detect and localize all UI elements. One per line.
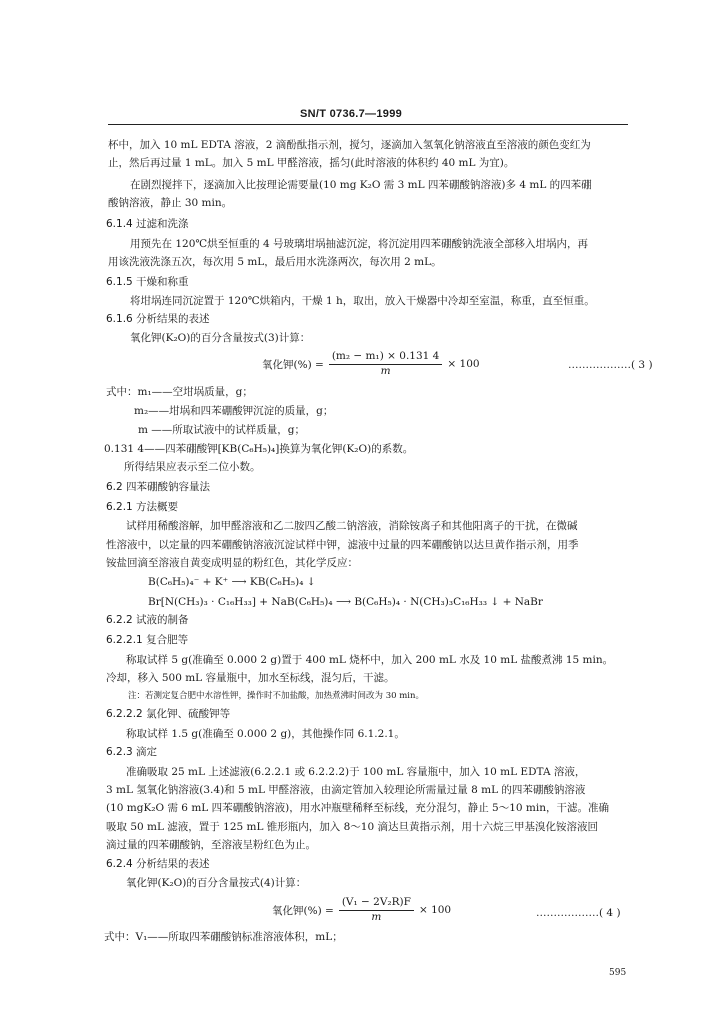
section-heading: 6.2 四苯硼酸钠容量法 — [106, 481, 211, 493]
equation-numerator: (m₂ − m₁) × 0.131 4 — [329, 350, 443, 365]
section-heading: 6.2.2.1 复合肥等 — [106, 634, 189, 646]
variable-definition: m ——所取试液中的试样质量，g； — [138, 424, 306, 436]
paragraph-line: 用预先在 120℃烘至恒重的 4 号玻璃坩埚抽滤沉淀，将沉淀用四苯硼酸钠洗液全部移入坩埚内，再 — [130, 238, 588, 250]
equation-3 — [262, 350, 480, 378]
variable-definition: 式中：m₁——空坩埚质量，g； — [106, 386, 253, 398]
equation-rhs: × 100 — [418, 904, 452, 916]
equation-denominator: m — [371, 911, 382, 923]
standard-number-header: SN/T 0736.7—1999 — [300, 108, 403, 120]
note: 注：若测定复合肥中水溶性钾，操作时不加盐酸，加热煮沸时间改为 30 min。 — [128, 691, 424, 701]
paragraph-line: 滴过量的四苯硼酸钠，至溶液呈粉红色为止。 — [106, 839, 316, 851]
paragraph-line: 用该洗液洗涤五次，每次用 5 mL，最后用水洗涤两次，每次用 2 mL。 — [108, 256, 442, 268]
paragraph-line: 在剧烈搅拌下，逐滴加入比按理论需要量(10 mg K₂O 需 3 mL 四苯硼酸钠溶液)多 4 mL 的四苯硼 — [130, 179, 592, 191]
variable-definition: 式中：V₁——所取四苯硼酸钠标准溶液体积，mL； — [104, 931, 343, 943]
variable-definition: 0.131 4——四苯硼酸钾[KB(C₆H₅)₄]换算为氧化钾(K₂O)的系数。 — [104, 443, 414, 455]
section-heading: 6.2.2 试液的制备 — [106, 614, 189, 626]
paragraph-line: 称取试样 5 g(准确至 0.000 2 g)置于 400 mL 烧杯中，加入 200 mL 水及 10 mL 盐酸煮沸 15 min。 — [126, 654, 614, 666]
section-heading: 6.1.5 干燥和称重 — [106, 276, 189, 288]
paragraph-line: 冷却，移入 500 mL 容量瓶中，加水至标线，混匀后，干滤。 — [106, 672, 395, 684]
equation-fraction — [339, 896, 414, 924]
header-rule — [108, 124, 628, 125]
section-heading: 6.1.4 过滤和洗涤 — [106, 218, 189, 230]
equation-number: ………………( 4 ) — [536, 907, 621, 919]
page-number: 595 — [609, 968, 627, 978]
section-heading: 6.1.6 分析结果的表述 — [106, 313, 210, 325]
equation-number: ………………( 3 ) — [568, 359, 653, 371]
chemical-reaction: B(C₆H₅)₄⁻ + K⁺ ⟶ KB(C₆H₅)₄ ↓ — [148, 576, 316, 588]
paragraph-line: 3 mL 氢氧化钠溶液(3.4)和 5 mL 甲醛溶液，由滴定管加入较理论所需量过量 8 mL 的四苯硼酸钠溶液 — [106, 784, 586, 796]
chemical-reaction: Br[N(CH₃)₃ · C₁₆H₃₃] + NaB(C₆H₅)₄ ⟶ B(C₆H₅)₄ · N(CH₃)₃C₁₆H₃₃ ↓ + NaBr — [148, 596, 543, 608]
paragraph-line: 将坩埚连同沉淀置于 120℃烘箱内，干燥 1 h，取出，放入干燥器中冷却至室温，称重，直至恒重。 — [130, 295, 595, 307]
equation-4 — [272, 896, 451, 924]
section-heading: 6.2.4 分析结果的表述 — [106, 858, 210, 870]
paragraph-line: 准确吸取 25 mL 上述滤液(6.2.2.1 或 6.2.2.2)于 100 mL 容量瓶中，加入 10 mL EDTA 溶液， — [126, 766, 586, 778]
equation-rhs: × 100 — [447, 358, 480, 370]
equation-denominator: m — [380, 365, 391, 377]
paragraph-line: 试样用稀酸溶解，加甲醛溶液和乙二胺四乙酸二钠溶液，消除铵离子和其他阳离子的干扰，在微碱 — [126, 520, 578, 532]
equation-lhs: 氧化钾(%) = — [262, 358, 324, 371]
equation-fraction — [329, 350, 443, 378]
variable-definition: m₂——坩埚和四苯硼酸钾沉淀的质量，g； — [134, 405, 334, 417]
section-heading: 6.2.2.2 氯化钾、硫酸钾等 — [106, 708, 231, 720]
paragraph-line: 杯中，加入 10 mL EDTA 溶液，2 滴酚酞指示剂，搅匀，逐滴加入氢氧化钠溶液直至溶液的颜色变红为 — [108, 139, 591, 151]
paragraph-line: 酸钠溶液，静止 30 min。 — [108, 197, 233, 209]
paragraph-line: 所得结果应表示至二位小数。 — [124, 461, 261, 473]
equation-lhs: 氧化钾(%) = — [272, 904, 334, 917]
paragraph-line: 止，然后再过量 1 mL。加入 5 mL 甲醛溶液，摇匀(此时溶液的体积约 40 mL 为宜)。 — [108, 157, 515, 169]
formula-intro: 氧化钾(K₂O)的百分含量按式(4)计算： — [126, 877, 307, 889]
paragraph-line: 吸取 50 mL 滤液，置于 125 mL 锥形瓶内，加入 8～10 滴达旦黄指示剂，用十六烷三甲基溴化铵溶液回 — [106, 821, 599, 833]
formula-intro: 氧化钾(K₂O)的百分含量按式(3)计算： — [130, 332, 311, 344]
paragraph-line: (10 mgK₂O 需 6 mL 四苯硼酸钠溶液)，用水冲瓶壁稀释至标线，充分混匀，静止 5～10 min，干滤。准确 — [106, 802, 609, 814]
section-heading: 6.2.3 滴定 — [106, 746, 158, 758]
paragraph-line: 性溶液中，以定量的四苯硼酸钠溶液沉淀试样中钾，滤液中过量的四苯硼酸钠以达旦黄作指示剂，用季 — [106, 539, 579, 551]
equation-numerator: (V₁ − 2V₂R)F — [339, 896, 414, 911]
paragraph-line: 铵盐回滴至溶液自黄变成明显的粉红色，其化学反应： — [106, 557, 358, 569]
paragraph-line: 称取试样 1.5 g(准确至 0.000 2 g)，其他操作同 6.1.2.1。 — [126, 728, 405, 740]
section-heading: 6.2.1 方法概要 — [106, 501, 179, 513]
